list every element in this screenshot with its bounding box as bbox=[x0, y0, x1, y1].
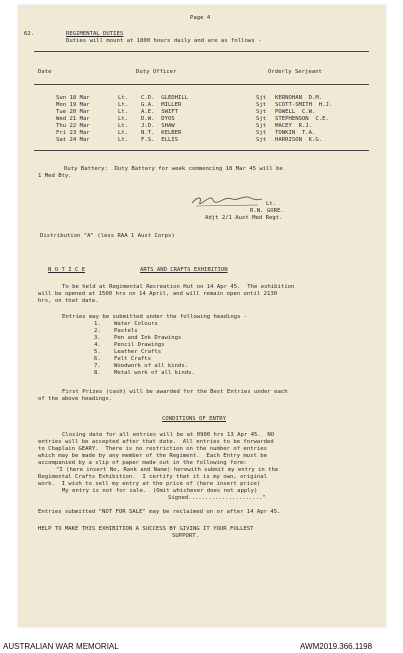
prizes-line-2: of the above headings. bbox=[38, 396, 113, 402]
table-row-sjt: Sjt bbox=[256, 123, 267, 129]
table-row-date: Wed 21 Mar bbox=[56, 116, 90, 122]
table-top-rule bbox=[34, 51, 369, 52]
table-row-sjt: Sjt bbox=[256, 109, 267, 115]
list-item-number: 7. bbox=[94, 363, 101, 369]
table-row-sjt: Sjt bbox=[256, 137, 267, 143]
table-row-serjeant: KERNOHAN D.M. bbox=[275, 95, 323, 101]
table-row-officer: G.A. MILLER bbox=[141, 102, 182, 108]
document-sheet bbox=[18, 5, 386, 627]
table-row-serjeant: MACEY R.J. bbox=[275, 123, 313, 129]
table-row-rank: Lt. bbox=[118, 116, 129, 122]
table-row-date: Thu 22 Mar bbox=[56, 123, 90, 129]
conditions-line-4: which may be made by any member of the Regiment. Each Entry must be bbox=[38, 453, 268, 459]
column-header-orderly-serjeant: Orderly Serjeant bbox=[268, 69, 322, 75]
table-row-serjeant: SCOTT-SMITH H.J. bbox=[275, 102, 333, 108]
table-row-date: Sun 18 Mar bbox=[56, 95, 90, 101]
handwritten-signature bbox=[188, 193, 268, 209]
item-intro: Duties will mount at 1800 hours daily and are as follows - bbox=[66, 38, 262, 44]
conditions-title: CONDITIONS OF ENTRY bbox=[162, 416, 226, 422]
conditions-line-6: "I (here insert No, Rank and Name) herewith submit my entry in the bbox=[56, 467, 279, 473]
column-header-date: Date bbox=[38, 69, 52, 75]
item-title: REGIMENTAL DUTIES bbox=[66, 31, 124, 37]
conditions-line-3: to Chaplain GEARY. There is no restriction on the number of entries bbox=[38, 446, 268, 452]
list-item: Felt Crafts bbox=[114, 356, 152, 362]
para1-line-2: will be opened at 1500 hrs on 14 April, and will remain open until 2130 bbox=[38, 291, 278, 297]
table-row-officer: C.D. GLEDHILL bbox=[141, 95, 189, 101]
list-item: Pastels bbox=[114, 328, 138, 334]
table-header-rule bbox=[34, 84, 369, 85]
signoff-rank: Lt. bbox=[266, 201, 277, 207]
list-item-number: 8. bbox=[94, 370, 101, 376]
list-item: Leather Crafts bbox=[114, 349, 162, 355]
table-bottom-rule bbox=[34, 150, 369, 151]
table-row-date: Tue 20 Mar bbox=[56, 109, 90, 115]
duty-battery-line-2: 1 Med Bty. bbox=[38, 173, 72, 179]
table-row-sjt: Sjt bbox=[256, 102, 267, 108]
closing-line-1: HELP TO MAKE THIS EXHIBITION A SUCCESS BY GIVING IT YOUR FULLEST bbox=[38, 526, 254, 532]
table-row-rank: Lt. bbox=[118, 109, 129, 115]
footer-credit: AUSTRALIAN WAR MEMORIAL bbox=[3, 642, 119, 651]
table-row-rank: Lt. bbox=[118, 137, 129, 143]
list-item-number: 1. bbox=[94, 321, 101, 327]
table-row-serjeant: TONKIN T.A. bbox=[275, 130, 316, 136]
closing-line-2: SUPPORT. bbox=[172, 533, 199, 539]
item-number: 62. bbox=[24, 31, 35, 37]
list-item-number: 5. bbox=[94, 349, 101, 355]
distribution: Distribution "A" (less RAA 1 Aust Corps) bbox=[40, 233, 175, 239]
table-row-serjeant: POWELL C.W. bbox=[275, 109, 316, 115]
list-item: Pencil Drawings bbox=[114, 342, 165, 348]
signoff-name: R.N. GORE. bbox=[250, 208, 284, 214]
conditions-line-1: Closing date for all entries will be at 0900 hrs 13 Apr 45. NO bbox=[62, 432, 275, 438]
conditions-line-10: Signed......................" bbox=[168, 495, 266, 501]
conditions-line-5: accompanied by a slip of paper made out in the following form: bbox=[38, 460, 247, 466]
table-row-sjt: Sjt bbox=[256, 130, 267, 136]
table-row-sjt: Sjt bbox=[256, 95, 267, 101]
not-for-sale-note: Entries submitted "NOT FOR SALE" may be reclaimed on or after 14 Apr 45. bbox=[38, 509, 281, 515]
notice-label: N O T I C E bbox=[48, 267, 86, 273]
footer-bar bbox=[0, 640, 403, 653]
table-row-sjt: Sjt bbox=[256, 116, 267, 122]
table-row-officer: N.T. KELBER bbox=[141, 130, 182, 136]
list-item-number: 3. bbox=[94, 335, 101, 341]
table-row-officer: F.S. ELLIS bbox=[141, 137, 179, 143]
page-label: Page 4 bbox=[190, 15, 211, 21]
conditions-line-8: work. I wish to sell my entry at the price of (here insert price) bbox=[38, 481, 261, 487]
list-item-number: 2. bbox=[94, 328, 101, 334]
para1-line-3: hrs, on that date. bbox=[38, 298, 99, 304]
table-row-date: Fri 23 Mar bbox=[56, 130, 90, 136]
table-row-serjeant: STEPHENSON C.E. bbox=[275, 116, 329, 122]
list-item: Pen and Ink Drawings bbox=[114, 335, 182, 341]
table-row-officer: J.D. SHAW bbox=[141, 123, 175, 129]
list-item: Water Colours bbox=[114, 321, 158, 327]
table-row-serjeant: HARRISON K.G. bbox=[275, 137, 323, 143]
table-row-officer: D.W. DYOS bbox=[141, 116, 175, 122]
table-row-rank: Lt. bbox=[118, 95, 129, 101]
prizes-line-1: First Prizes (cash) will be awarded for the Best Entries under each bbox=[62, 389, 288, 395]
footer-accession-number: AWM2019.366.1198 bbox=[300, 642, 373, 651]
list-item-number: 4. bbox=[94, 342, 101, 348]
table-row-date: Sat 24 Mar bbox=[56, 137, 90, 143]
table-row-rank: Lt. bbox=[118, 130, 129, 136]
list-item: Metal work of all kinds. bbox=[114, 370, 195, 376]
table-row-officer: A.E. SWIFT bbox=[141, 109, 179, 115]
table-row-date: Mon 19 Mar bbox=[56, 102, 90, 108]
list-item: Woodwork of all kinds. bbox=[114, 363, 189, 369]
signoff-title: Adjt 2/1 Aust Med Regt. bbox=[205, 215, 283, 221]
duty-battery-line-1: Duty Battery: Duty Battery for week commencing 18 Mar 45 will be bbox=[64, 166, 283, 172]
conditions-line-9: My entry is not for sale. (Omit whichever does not apply) bbox=[62, 488, 258, 494]
list-item-number: 6. bbox=[94, 356, 101, 362]
table-row-rank: Lt. bbox=[118, 102, 129, 108]
document-body bbox=[18, 5, 386, 627]
conditions-line-7: Regimental Crafts Exhibition. I certify that it is my own, original bbox=[38, 474, 268, 480]
para1-line-1: To be held at Regimental Recreation Hut on 14 Apr 45. The exhibition bbox=[62, 284, 295, 290]
column-header-duty-officer: Duty Officer bbox=[136, 69, 177, 75]
entries-intro: Entries may be submitted under the following headings - bbox=[62, 314, 248, 320]
conditions-line-2: entries will be accepted after that date. All entries to be forwarded bbox=[38, 439, 274, 445]
table-row-rank: Lt. bbox=[118, 123, 129, 129]
notice-title: ARTS AND CRAFTS EXHIBITION bbox=[140, 267, 228, 273]
